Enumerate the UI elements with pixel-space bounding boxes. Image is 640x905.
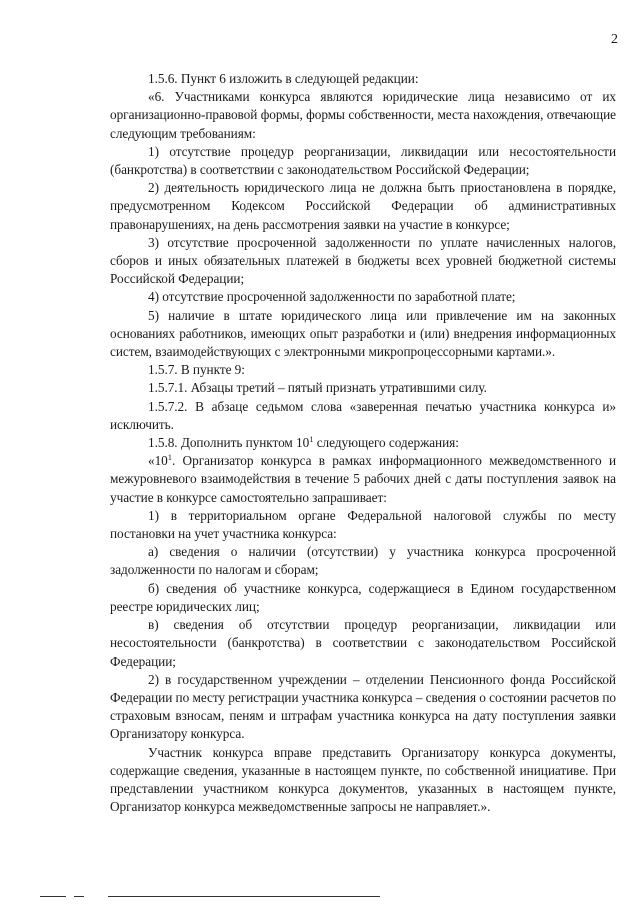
page-number: 2 (611, 32, 618, 47)
paragraph-1-5-8 (110, 434, 616, 452)
footer-rule (108, 896, 380, 897)
paragraph-point-6: «6. Участниками конкурса являются юридические лица независимо от их организационно-правовой формы, формы собственности, места нахождения, отвечающие следующим требованиям: (110, 89, 616, 141)
paragraph-requirement-3: 3) отсутствие просроченной задолженности по уплате начисленных налогов, сборов и иных обязательных платежей в бюджеты всех уровней бюджетной системы Российской Федерации; (110, 234, 616, 287)
paragraph-1-5-7-1: 1.5.7.1. Абзацы третий – пятый признать утратившими силу. (148, 380, 487, 396)
paragraph-1-5-8-text-end: следующего содержания: (313, 435, 459, 451)
paragraph-participant-right: Участник конкурса вправе представить Организатору конкурса документы, содержащие сведения, указанные в настоящем пункте, по собственной инициативе. При представлении участником конкурса документов, указанных в настоящем пункте, Организатор конкурса межведомственные запросы не направляет.». (110, 744, 616, 815)
paragraph-item-a: а) сведения о наличии (отсутствии) у участника конкурса просроченной задолженности по налогам и сборам; (110, 544, 616, 578)
paragraph-requirement-2: 2) деятельность юридического лица не должна быть приостановлена в порядке, предусмотренном Кодексом Российской Федерации об административных правонарушениях, на день рассмотрения заявки на участие в конкурсе; (110, 180, 616, 232)
paragraph-requirement-4: 4) отсутствие просроченной задолженности по заработной плате; (148, 289, 516, 305)
paragraph-item-v: в) сведения об отсутствии процедур реорганизации, ликвидации или несостоятельности (банкротства) в соответствии с законодательством Российской Федерации; (110, 617, 616, 669)
paragraph-item-b: б) сведения об участнике конкурса, содержащиеся в Едином государственном реестре юридических лиц; (110, 580, 616, 614)
paragraph-point-10-1-text: . Организатор конкурса в рамках информационного межведомственного и межуровневого взаимодействия в течение 5 рабочих дней с даты поступления заявок на участие в конкурсе самостоятельно запрашивает: (110, 453, 616, 505)
paragraph-point-10-1-start: «10 (148, 453, 168, 469)
paragraph-1-5-6: 1.5.6. Пункт 6 изложить в следующей редакции: (148, 71, 419, 86)
paragraph-pension-fund: 2) в государственном учреждении – отделении Пенсионного фонда Российской Федерации по месту регистрации участника конкурса – сведения о состоянии расчетов по страховым взносам, пеням и штрафам участника конкурса на дату поступления заявки Организатору конкурса. (110, 671, 616, 742)
paragraph-1-5-7: 1.5.7. В пункте 9: (148, 362, 245, 378)
paragraph-1-5-8-text: 1.5.8. Дополнить пунктом 10 (148, 435, 310, 451)
paragraph-tax-service: 1) в территориальном органе Федеральной налоговой службы по месту постановки на учет участника конкурса: (110, 507, 616, 542)
document-body (110, 70, 616, 816)
paragraph-1-5-7-2: 1.5.7.2. В абзаце седьмом слова «заверенная печатью участника конкурса и» исключить. (110, 398, 616, 432)
superscript: 1 (167, 452, 172, 463)
superscript: 1 (309, 434, 314, 445)
paragraph-requirement-1: 1) отсутствие процедур реорганизации, ликвидации или несостоятельности (банкротства) в соответствии с законодательством Российской Федерации; (110, 143, 616, 178)
footer-rule (74, 896, 84, 897)
paragraph-point-10-1 (110, 452, 616, 507)
paragraph-requirement-5: 5) наличие в штате юридического лица или привлечение им на законных основаниях работников, имеющих опыт разработки и (или) внедрения информационных систем, взаимодействующих с электронными микропроцессорными картами.». (110, 307, 616, 360)
footer-rule (40, 896, 66, 897)
